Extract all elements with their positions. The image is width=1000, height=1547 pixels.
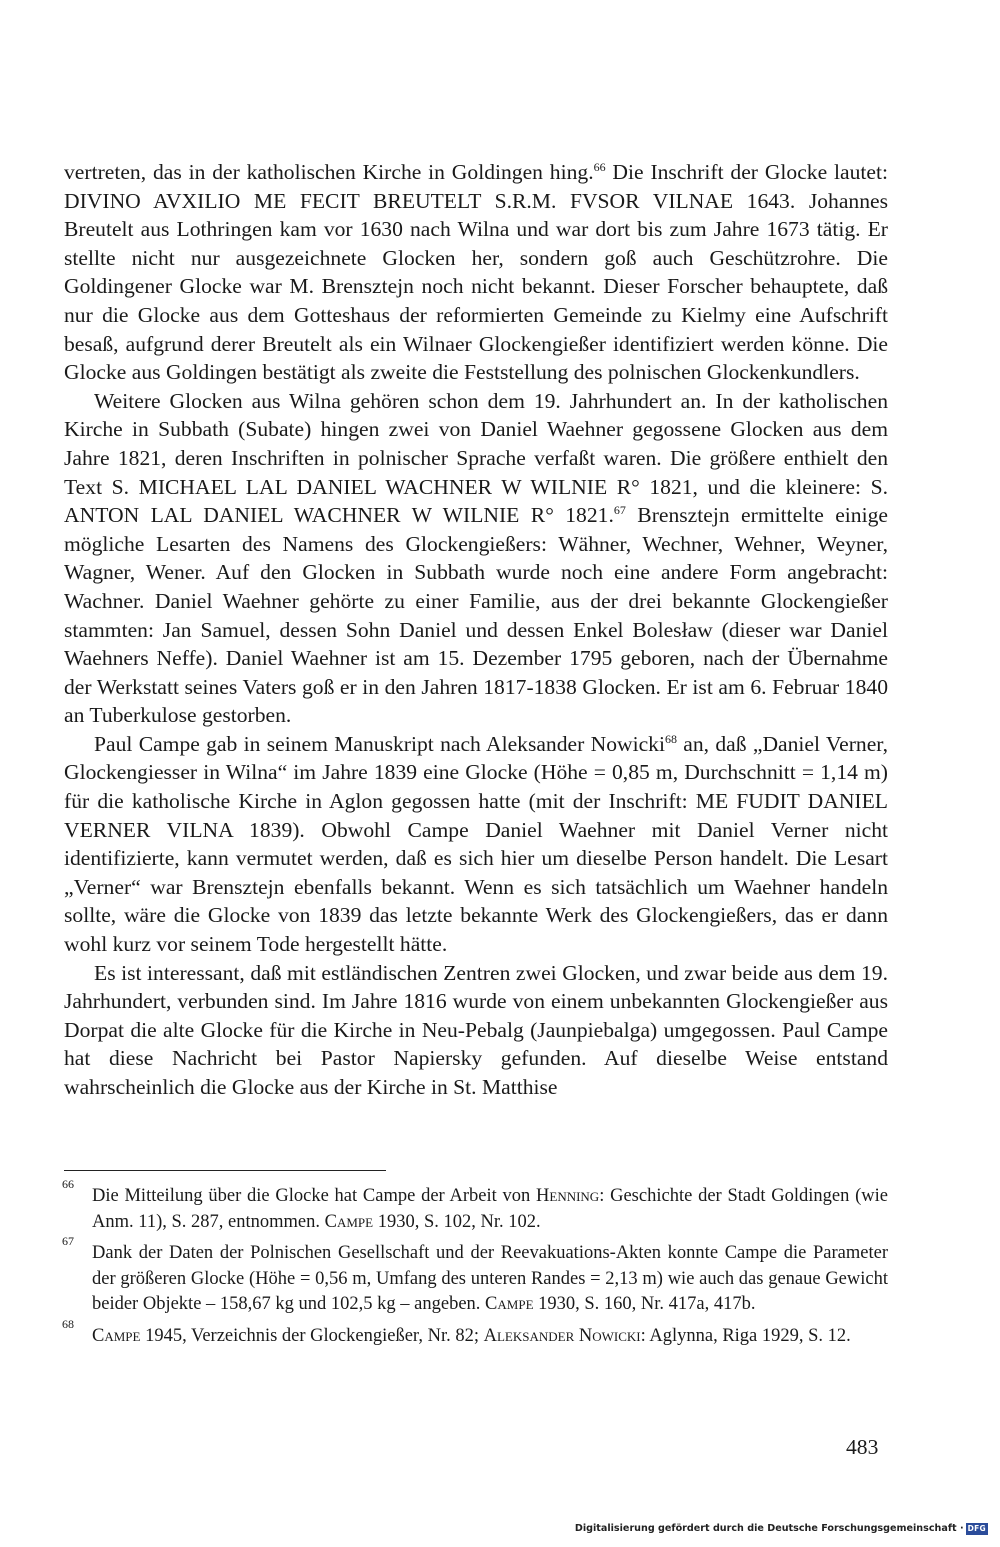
author-name: Campe [92, 1325, 141, 1346]
main-text [64, 158, 888, 1102]
footnote-text: : Geschichte der Stadt Goldingen (wie Anm. 11), S. 287, entnommen. [92, 1186, 888, 1232]
footnote-text: 1930, S. 160, Nr. 417a, 417b. [533, 1294, 756, 1315]
paragraph-4-text: Es ist interessant, daß mit estländischen Zentren zwei Glocken, und zwar beide aus dem 19. Jahrhundert, verbunden sind. Im Jahre 1816 wurde von einem unbekannten Glockengießer aus Dorpat die alte Glocke für die Kirche in Neu-Pebalg (Jaunpiebalga) umgegossen. Paul Campe hat diese Nachricht bei Pastor Napiersky gefunden. Auf dieselbe Weise entstand wahrscheinlich die Glocke aus der Kirche in St. Matthise [64, 960, 888, 1099]
footnote-ref-68[interactable]: 68 [664, 731, 677, 746]
page-number: 483 [846, 1435, 879, 1459]
paragraph-2-text: Weitere Glocken aus Wilna gehören schon dem 19. Jahrhundert an. In der katholischen Kirche in Subbath (Subate) hingen zwei von Daniel Waehner gegossene Glocken aus dem Jahre 1821, deren Inschriften in polnischer Sprache verfaßt waren. Die größere enthielt den Text S. MICHAEL LAL DANIEL WACHNER W WILNIE R° 1821, und die kleinere: S. ANTON LAL DANIEL WACHNER W WILNIE R° 1821. [64, 388, 888, 528]
paragraph-3-text-cont: an, daß „Daniel Verner, Glockengiesser in Wilna“ im Jahre 1839 eine Glocke (Höhe = 0,85 m, Durchschnitt = 1,14 m) für die katholische Kirche in Aglon gegossen hatte (mit der Inschrift: ME FUDIT DANIEL VERNER VILNA 1839). Obwohl Campe Daniel Waehner mit Daniel Verner nicht identifizierte, kann vermutet werden, daß es sich hier um dieselbe Person handelt. Die Lesart „Verner“ war Brensztejn ebenfalls bekannt. Wenn es sich tatsächlich um Waehner handeln sollte, wäre die Glocke von 1839 das letzte bekannte Werk des Glockengießers, das er dann wohl kurz vor seinem Tode hergestellt hätte. [64, 731, 889, 957]
paragraph-2 [64, 387, 888, 730]
paragraph-2-text-cont: Brensztejn ermittelte einige mögliche Lesarten des Namens des Glockengießers: Wähner, Wechner, Wehner, Weyner, Wagner, Wener. Auf den Glocken in Subbath wurde noch eine andere Form angebracht: Wachner. Daniel Waehner gehörte zu einer Familie, aus der drei bekannte Glockengießer stammten: Jan Samuel, dessen Sohn Daniel und dessen Enkel Bolesław (dieser war Daniel Waehners Neffe). Daniel Waehner ist am 15. Dezember 1795 geboren, nach der Übernahme der Werkstatt seines Vaters goß er in den Jahren 1817-1838 Glocken. Er ist am 6. Februar 1840 an Tuberkulose gestorben. [64, 503, 888, 728]
author-name: Aleksander Nowicki [483, 1325, 641, 1346]
footnote-66 [62, 1177, 888, 1235]
footnote-text: 1930, S. 102, Nr. 102. [373, 1211, 541, 1232]
author-name: Campe [485, 1294, 534, 1315]
footnote-68 [62, 1316, 888, 1350]
paragraph-1 [64, 158, 888, 387]
footnotes [62, 1177, 888, 1356]
footnote-text: 1945, Verzeichnis der Glockengießer, Nr. 82; [140, 1325, 484, 1346]
footnote-ref-66[interactable]: 66 [593, 159, 606, 174]
paragraph-1-text-cont: Die Inschrift der Glocke lautet: DIVINO AVXILIO ME FECIT BREUTELT S.R.M. FVSOR VILNAE 1643. Johannes Breutelt aus Lothringen kam vor 1630 nach Wilna und war dort bis zum Jahre 1673 tätig. Er stellte nicht nur ausgezeichnete Glocken her, sondern goß auch Geschützrohre. Die Goldingener Glocke war M. Brensztejn noch nicht bekannt. Dieser Forscher behauptete, daß nur die Glocke aus dem Gotteshaus der reformierten Gemeinde zu Kielmy eine Aufschrift besaß, aufgrund derer Breutelt als ein Wilnaer Glockengießer identifiziert werden könne. Die Glocke aus Goldingen bestätigt als zweite die Feststellung des polnischen Glockenkundlers. [64, 160, 888, 385]
author-name: Henning [536, 1186, 600, 1206]
dfg-logo-icon: DFG [967, 1524, 986, 1533]
credit-text: Digitalisierung gefördert durch die Deutsche Forschungsgemeinschaft · [574, 1523, 964, 1534]
paragraph-3 [64, 730, 888, 959]
digitization-credit [575, 1522, 988, 1536]
paragraph-3-text: Paul Campe gab in seinem Manuskript nach Aleksander Nowicki [94, 731, 665, 756]
footnote-ref-67[interactable]: 67 [613, 502, 626, 517]
footnote-number: 67 [62, 1234, 74, 1249]
footnote-text: : Aglynna, Riga 1929, S. 12. [640, 1325, 851, 1346]
footnote-text: Die Mitteilung über die Glocke hat Campe der Arbeit von [92, 1186, 537, 1206]
footnote-number: 66 [62, 1177, 74, 1191]
paragraph-4 [64, 959, 888, 1102]
author-name: Campe [324, 1211, 374, 1232]
paragraph-1-text: vertreten, das in der katholischen Kirche in Goldingen hing. [64, 160, 594, 184]
footnote-67 [62, 1234, 888, 1318]
footnote-number: 68 [62, 1316, 74, 1331]
footnote-text: Dank der Daten der Polnischen Gesellschaft und der Reevakuations-Akten konnte Campe die Parameter der größeren Glocke (Höhe = 0,56 m, Umfang des unteren Randes = 2,13 m) wie auch das genaue Gewicht beider Objekte – 158,67 kg und 102,5 kg – angeben. [92, 1243, 888, 1315]
footnote-divider [64, 1170, 386, 1171]
